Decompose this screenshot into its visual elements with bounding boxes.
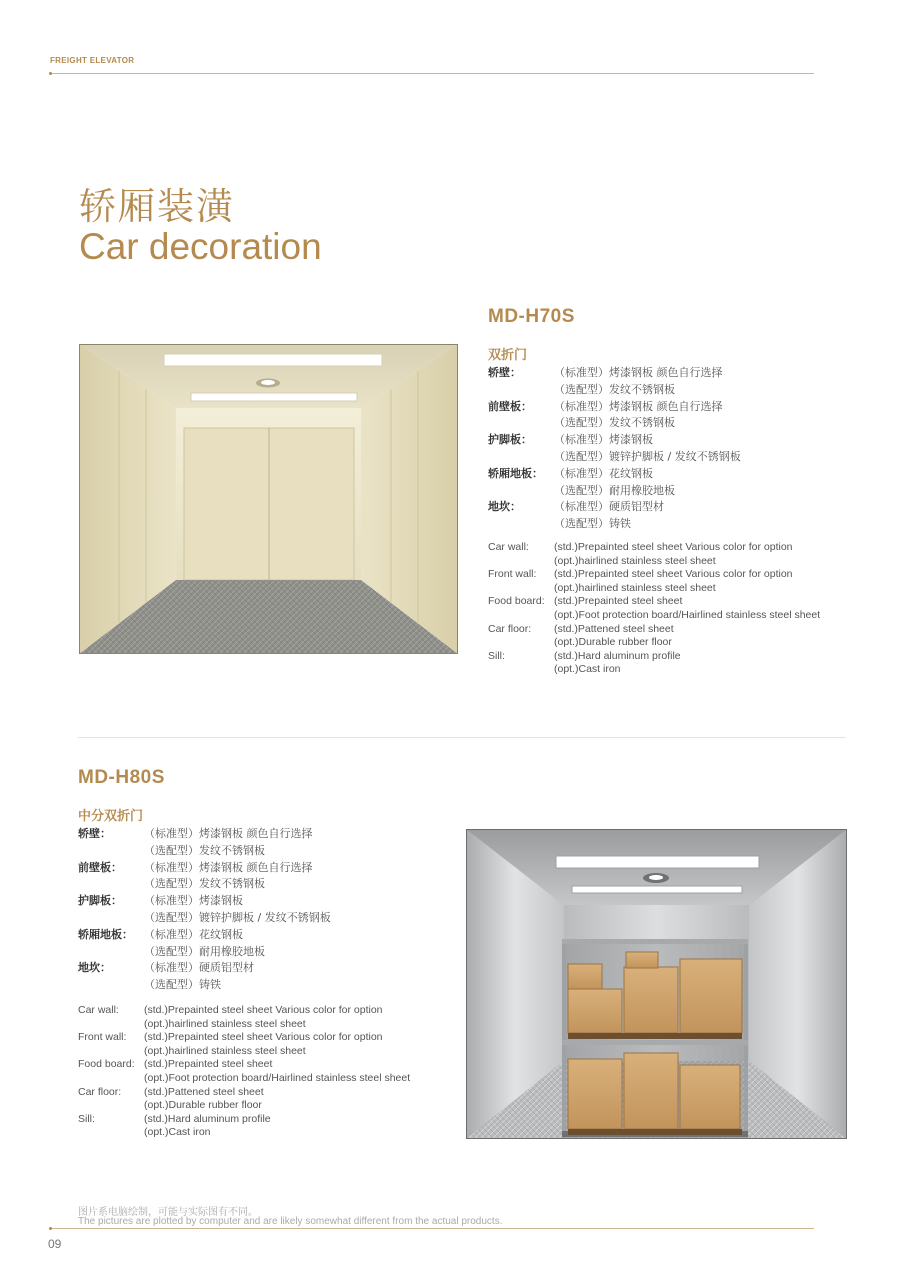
spec-row [78, 1058, 438, 1072]
spec-label: 护脚板： [488, 433, 532, 447]
spec-label: 前壁板： [78, 860, 122, 874]
spec-label: Front wall: [78, 1031, 127, 1044]
spec-value: （选配型）发纹不锈钢板 [144, 877, 265, 891]
spec-label: 前壁板： [488, 399, 532, 413]
spec-value: （选配型）镀锌护脚板 / 发纹不锈钢板 [554, 449, 741, 463]
spec-value: （标准型）烤漆钢板 [554, 433, 653, 447]
spec-label: 轿厢地板： [78, 927, 133, 941]
spec-row [78, 977, 418, 994]
h70s-en-spec-list [488, 541, 838, 677]
spec-row [78, 1045, 438, 1059]
spec-row [488, 663, 838, 677]
spec-value: (std.)Hard aluminum profile [554, 649, 681, 662]
footnote-cn: 图片系电脑绘制，可能与实际图有不同。 [78, 1207, 258, 1218]
spec-value: (opt.)hairlined stainless steel sheet [144, 1017, 306, 1030]
spec-value: （选配型）耐用橡胶地板 [144, 944, 265, 958]
spec-row [488, 449, 828, 466]
spec-label: 地坎： [488, 500, 521, 514]
spec-value: （选配型）铸铁 [144, 978, 221, 992]
spec-row [488, 541, 838, 555]
spec-value: (std.)Prepainted steel sheet [144, 1058, 273, 1071]
h70s-model-title: MD-H70S [488, 306, 575, 327]
spec-value: （选配型）铸铁 [554, 517, 631, 531]
spec-label: 轿厢地板： [488, 466, 543, 480]
spec-value: (opt.)Foot protection board/Hairlined stainless steel sheet [554, 608, 821, 621]
h70s-cn-spec-list [488, 365, 828, 533]
h80s-car-image [466, 829, 847, 1139]
spec-value: (std.)Pattened steel sheet [554, 622, 674, 635]
spec-row [488, 595, 838, 609]
spec-row [78, 960, 418, 977]
footnote-en: The pictures are plotted by computer and are likely somewhat different from the actual products. [78, 1216, 503, 1227]
spec-value: （标准型）硬质铝型材 [554, 500, 664, 514]
spec-label: Car floor: [78, 1085, 122, 1098]
page-title-cn: 轿厢装潢 [79, 185, 235, 228]
spec-label: Food board: [488, 595, 545, 608]
spec-row [78, 1126, 438, 1140]
spec-value: (std.)Pattened steel sheet [144, 1085, 264, 1098]
spec-value: （标准型）花纹钢板 [554, 466, 653, 480]
spec-row [78, 1018, 438, 1032]
section-divider [78, 737, 846, 738]
spec-row [488, 415, 828, 432]
h70s-car-image [79, 344, 458, 654]
spec-row [78, 1004, 438, 1018]
spec-value: (opt.)hairlined stainless steel sheet [554, 554, 716, 567]
spec-row [78, 843, 418, 860]
spec-value: (opt.)hairlined stainless steel sheet [554, 581, 716, 594]
h80s-cn-spec-list [78, 826, 418, 994]
spec-value: (std.)Prepainted steel sheet Various color for option [144, 1031, 383, 1044]
spec-row [78, 876, 418, 893]
spec-value: (std.)Prepainted steel sheet Various color for option [554, 541, 793, 553]
spec-row [488, 650, 838, 664]
spec-row [488, 483, 828, 500]
spec-value: （标准型）烤漆钢板 颜色自行选择 [144, 860, 313, 874]
h80s-en-spec-list [78, 1004, 438, 1140]
spec-value: （选配型）镀锌护脚板 / 发纹不锈钢板 [144, 910, 331, 924]
spec-value: (opt.)Foot protection board/Hairlined stainless steel sheet [144, 1071, 411, 1084]
spec-row [488, 399, 828, 416]
spec-value: (opt.)hairlined stainless steel sheet [144, 1044, 306, 1057]
spec-row [488, 365, 828, 382]
spec-row [488, 499, 828, 516]
spec-row [488, 382, 828, 399]
spec-label: 护脚板： [78, 894, 122, 908]
spec-value: （选配型）发纹不锈钢板 [144, 843, 265, 857]
h70s-door-type: 双折门 [488, 348, 528, 363]
spec-row [488, 516, 828, 533]
h80s-model-title: MD-H80S [78, 767, 165, 788]
spec-row [488, 636, 838, 650]
footer-rule [52, 1228, 814, 1229]
spec-row [488, 568, 838, 582]
h80s-door-type: 中分双折门 [78, 809, 144, 824]
spec-value: (std.)Prepainted steel sheet [554, 595, 683, 608]
spec-label: Sill: [78, 1112, 95, 1125]
spec-value: (std.)Hard aluminum profile [144, 1112, 271, 1125]
spec-label: Car wall: [78, 1004, 119, 1016]
spec-row [78, 1072, 438, 1086]
spec-value: （标准型）花纹钢板 [144, 927, 243, 941]
spec-label: Car wall: [488, 541, 529, 553]
spec-label: Food board: [78, 1058, 135, 1071]
spec-label: Car floor: [488, 622, 532, 635]
spec-value: （标准型）烤漆钢板 颜色自行选择 [554, 366, 723, 379]
spec-row [488, 555, 838, 569]
spec-label: 地坎： [78, 961, 111, 975]
spec-label: Sill: [488, 649, 505, 662]
spec-value: （标准型）烤漆钢板 颜色自行选择 [554, 399, 723, 413]
spec-row [78, 910, 418, 927]
spec-value: （标准型）烤漆钢板 [144, 894, 243, 908]
page-title-en: Car decoration [79, 226, 322, 267]
spec-value: （选配型）发纹不锈钢板 [554, 382, 675, 396]
page-number: 09 [48, 1237, 62, 1251]
spec-row [78, 944, 418, 961]
spec-row [78, 893, 418, 910]
spec-row [78, 927, 418, 944]
spec-value: (std.)Prepainted steel sheet Various color for option [554, 568, 793, 581]
spec-value: (opt.)Durable rubber floor [144, 1099, 262, 1112]
spec-value: （标准型）硬质铝型材 [144, 961, 254, 975]
spec-row [78, 1113, 438, 1127]
spec-row [488, 582, 838, 596]
spec-row [78, 826, 418, 843]
spec-value: （标准型）烤漆钢板 颜色自行选择 [144, 827, 313, 840]
spec-row [78, 1099, 438, 1113]
spec-label: 轿壁： [488, 366, 521, 379]
spec-value: （选配型）耐用橡胶地板 [554, 483, 675, 497]
spec-value: (opt.)Durable rubber floor [554, 636, 672, 649]
spec-value: (opt.)Cast iron [554, 663, 621, 676]
spec-row [488, 609, 838, 623]
header-label: FREIGHT ELEVATOR [50, 56, 135, 65]
spec-value: （选配型）发纹不锈钢板 [554, 416, 675, 430]
spec-row [78, 860, 418, 877]
spec-row [78, 1031, 438, 1045]
spec-label: 轿壁： [78, 827, 111, 840]
spec-value: (std.)Prepainted steel sheet Various color for option [144, 1004, 383, 1016]
spec-row [488, 623, 838, 637]
spec-row [488, 466, 828, 483]
spec-value: (opt.)Cast iron [144, 1126, 211, 1139]
spec-label: Front wall: [488, 568, 537, 581]
spec-row [78, 1086, 438, 1100]
header-rule [52, 73, 814, 74]
spec-row [488, 432, 828, 449]
